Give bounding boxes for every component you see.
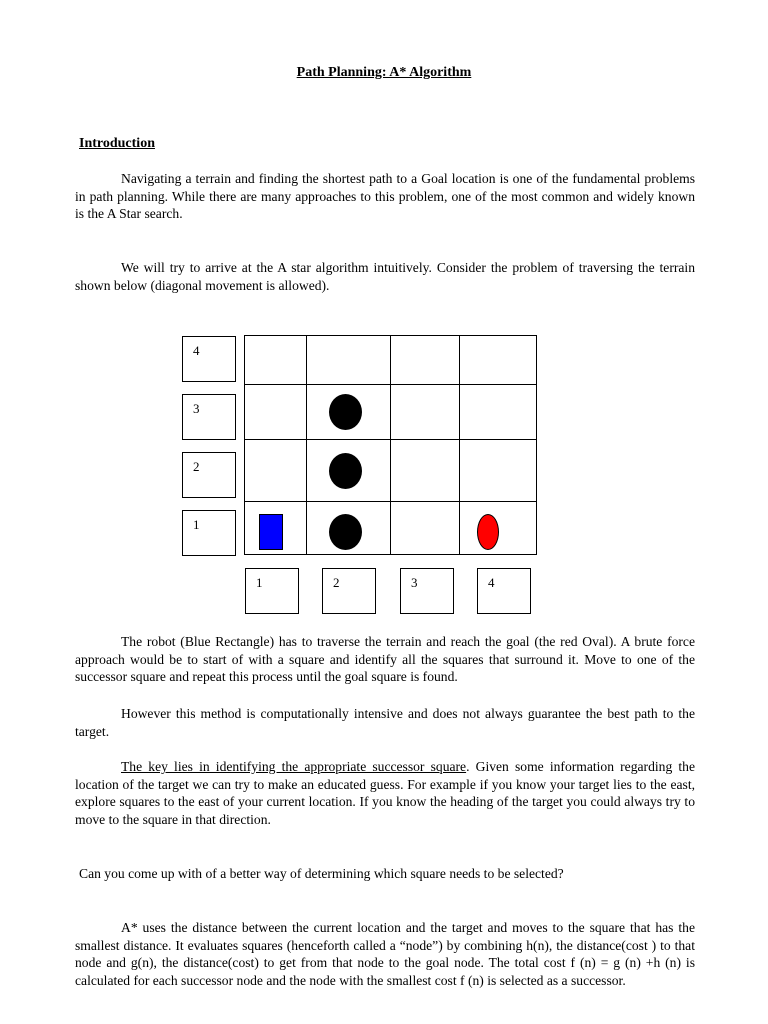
page-title: Path Planning: A* Algorithm [296, 65, 472, 80]
robot-rectangle [259, 514, 283, 550]
obstacle-circle [329, 514, 362, 550]
paragraph-intro-text: Navigating a terrain and finding the shortest path to a Goal location is one of the fundamental problems in path planning. While there are many approaches to this problem, one of the most common and widely known is the A Star search. [75, 171, 695, 221]
paragraph-intro [75, 170, 695, 223]
row-label: 1 [193, 517, 200, 532]
key-statement: The key lies in identifying the appropriate successor square [121, 759, 467, 774]
col-label-box [400, 568, 454, 614]
grid-cell [391, 502, 460, 555]
grid-cell [391, 336, 460, 385]
col-label: 4 [488, 575, 495, 590]
section-heading-introduction: Introduction [79, 136, 155, 151]
obstacle-circle [329, 394, 362, 430]
grid-cell [460, 385, 537, 440]
row-label-box [182, 336, 236, 382]
paragraph-brute-force [75, 705, 695, 740]
row-label-box [182, 510, 236, 556]
grid-cell [307, 336, 391, 385]
grid-cell [460, 440, 537, 502]
col-label: 3 [411, 575, 418, 590]
obstacle-circle [329, 453, 362, 489]
row-label: 3 [193, 401, 200, 416]
paragraph-key-text: . Given some information regarding the location of the target we can try to make an educated guess. For example if you know your target lies to the east, explore squares to the east of your current location. If you know the heading of the target you could always try to move to the square in that direction. [75, 759, 695, 827]
row-label: 4 [193, 343, 200, 358]
paragraph-robot [75, 633, 695, 686]
col-label-box [245, 568, 299, 614]
paragraph-key [75, 758, 695, 828]
grid-cell [391, 385, 460, 440]
paragraph-robot-text: The robot (Blue Rectangle) has to traverse the terrain and reach the goal (the red Oval). A brute force approach would be to start of with a square and identify all the squares that surround it. Move to one of the successor square and repeat this process until the goal square is found. [75, 634, 695, 684]
question-text: Can you come up with of a better way of determining which square needs to be selected? [79, 866, 564, 881]
paragraph-terrain-text: We will try to arrive at the A star algorithm intuitively. Consider the problem of traversing the terrain shown below (diagonal movement is allowed). [75, 260, 695, 293]
col-label: 1 [256, 575, 263, 590]
paragraph-brute-force-text: However this method is computationally intensive and does not always guarantee the best path to the target. [75, 706, 695, 739]
grid-cell [245, 336, 307, 385]
col-label-box [477, 568, 531, 614]
col-label-box [322, 568, 376, 614]
goal-oval [477, 514, 499, 550]
row-label-box [182, 452, 236, 498]
col-label: 2 [333, 575, 340, 590]
paragraph-astar [75, 919, 695, 989]
row-label-box [182, 394, 236, 440]
grid-cell [245, 385, 307, 440]
grid-cell [391, 440, 460, 502]
grid-cell [245, 440, 307, 502]
row-label: 2 [193, 459, 200, 474]
paragraph-astar-text: A* uses the distance between the current location and the target and moves to the square that has the smallest distance. It evaluates squares (henceforth called a “node”) by combining h(n), the distance(cost ) to that node and g(n), the distance(cost) to get from that node to the goal node. The total cost f (n) = g (n) +h (n) is calculated for each successor node and the node with the smallest cost f (n) is selected as a successor. [75, 920, 695, 988]
paragraph-terrain [75, 259, 695, 294]
grid-cell [460, 336, 537, 385]
